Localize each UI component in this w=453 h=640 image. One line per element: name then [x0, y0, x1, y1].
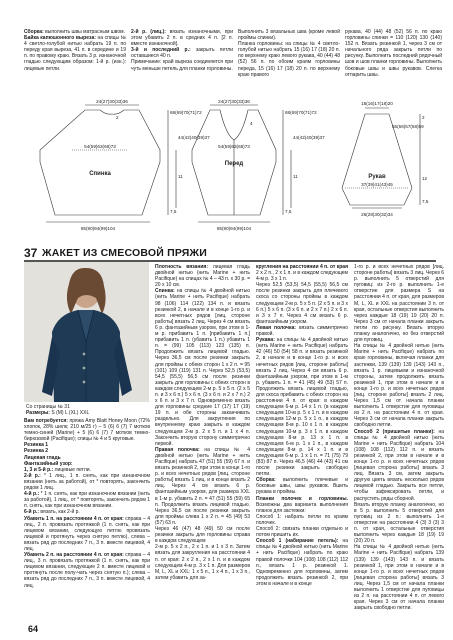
paragraph-text: На спицы № 4 двойной нитью (нить Marine + нить Pacifique) набрать 139 (139) 139 (143) 143 п. и вязать резинкой 1, при этом в начале и в конце 1-го р. и всех нечетных рядов [лицевая сторона работы] вязать 3 лиц. Через 1,5 см от начала планки выполнить 1 отверстие для пуговицы из 2 п. на расстоянии 4 п. от левого края. Через 3 см от начала планки закрыть свободно петли.	[354, 544, 444, 612]
paragraph	[24, 491, 150, 509]
schematics-diagram	[0, 0, 453, 245]
back-bottom-width-label: 85(90)94(99)104	[80, 226, 116, 231]
paragraph	[256, 514, 348, 526]
paragraph-text: на спицы № 4 двойной нитью (нить Marine + нить Pacifique) набрать по краю правой полочки 104 (108) 108 (112) 112 п., вязать 1 р. резинкой 1. Одновременно для горловины, затем продолжить вязать резинкой 2, при этом в начале и в конце	[256, 538, 348, 587]
paragraph-text: Через 46 (47) 48 (49) 50 см после резинки закрыть для горловины справа в каждом следующем	[155, 526, 250, 545]
paragraph-text: рукава, 40 (44) 48 (52) 56 п. по краю горловины спинки = 110 (120) 130 (140) 152 п. Вязать резинкой 1, через 3 см от начального ряда закрыть петли по рисунку. Выполнить последний рядочный шов и шов планки горловины. Выполнить боковые швы и швы рукавов. Слегка отпарить швы.	[345, 29, 442, 78]
paragraph-heading: Фантазийный узор:	[24, 460, 73, 467]
paragraph-text: * 1 п. снять, как при изнаночном вязании (нить за работой), 1 лиц., от * повторять, закончить рядом 1 п. снять, как при изнаночном вязании.	[24, 491, 150, 510]
photo-illustration	[24, 262, 149, 402]
paragraph-heading: Правая полочка:	[155, 446, 200, 453]
paragraph-heading: Планки полочек и горловины.	[256, 495, 348, 502]
front-side-total-label: 68(69)70(71)72	[285, 110, 317, 115]
back-side-waist-label: 11	[178, 174, 183, 179]
paragraph-heading: 1, 3 и 5-й р.:	[24, 466, 54, 473]
paragraph	[155, 526, 250, 544]
paragraph	[256, 538, 348, 587]
body-text-column-2	[155, 264, 250, 640]
paragraph-text: выполнить швы матрасным швом.	[43, 29, 125, 35]
model-photo	[24, 262, 149, 402]
paragraph-heading: Рукава:	[256, 337, 275, 344]
paragraph-text: вязать симметрично правой.	[256, 324, 348, 338]
paragraph-text: Возможны два варианта выполнения планок для застежки:	[256, 501, 348, 514]
section-header	[24, 246, 436, 262]
paragraph	[155, 288, 250, 446]
paragraph-heading: 2-й р. (лиц.):	[131, 29, 166, 35]
paragraph-heading: Сборка:	[256, 477, 276, 484]
paragraph-heading: кругления на расстоянии 4 п. от края	[256, 264, 348, 270]
paragraph	[354, 544, 444, 611]
paragraph-heading: Плотность вязания:	[155, 264, 209, 270]
paragraph-heading: Убавить 2 п. на расстоянии 4 п. от края:	[24, 552, 124, 559]
paragraph	[24, 552, 150, 589]
paragraph-text: вязать изнаночными, при этом убавить 2 п. в средних 4 п. [2 п. вместе изнаночной].	[131, 29, 233, 48]
paragraph-text: закрыть петли оставшиеся 40 п.	[131, 47, 233, 60]
back-label: Спинка	[89, 171, 111, 177]
paragraph	[24, 473, 150, 491]
back-schematic	[40, 105, 176, 222]
paragraph	[354, 502, 444, 545]
paragraph-text: на спицы № 4 двойной нитью (нить Marine + нить Pacifique) набрать 42 (46) 50 (54) 58 п. и вязать резинкой 2, в начале и в конце 1-го р. и всех нечетных рядов [лиц. стороне работы] вязать 2 лиц. Через 4 см вязать 6 р. фантазийным узором, при этом в 1-м р. убавить 1 п. = 41 (45) 49 (53) 57 п. Продолжить вязать лицевой гладью, для скоса прибавить с обеих сторон на расстоянии 4 п. от края: в каждом следующем 6-м р. 14 х 1 п. (в каждом следующем 10-м р. 5 х 1 п. и в каждом следующем 12-м р. 5 х 1 п., в каждом следующем 8-м р. 10 х 1 п. в каждом следующем 10-м р. 3 х 1 п. в каждом следующем 8-м р. 13 х 1 п. в следующем 6-м р. 1 х 1 п., в каждом следующем 8-м р. 14 х 1 п. и в следующем 6-м р. 1 х 1 п. = 71 (75) 79 (83) 87 п. Через 46,5 (46) 44 (43) 41 см после резинки закрыть свободно петли.	[256, 337, 348, 478]
paragraph-text: * 1 лиц., 1 п. снять, как при изнаночном вязании (нить за работой), от * повторять, закончить рядом 1 лиц.	[24, 472, 150, 492]
paragraph-heading: Вам потребуется:	[24, 418, 68, 424]
paragraph-text: Через 52,5 (53,5) 54,5 (55,5) 56,5 см после резинки закрыть для плечевого скоса со стороны проймы в каждом следующем 2-м р. 5 х 5 п. (2 х 5 п. и 3 х 6 п.) 5 х 6 п. (3 х 6 п. и 2 х 7 п.) 2 х 6 п. и 3 х 7 п. Через 4 см вязать 6 р. фантазийным узором.	[256, 282, 348, 325]
paragraph	[24, 516, 150, 553]
paragraph-heading: Левая полочка:	[256, 324, 296, 331]
sleeve-top-height-label: 2	[422, 115, 425, 120]
paragraph-text: На спицы № 4 двойной нитью (нить Marine + нить Pacifique) набрать по краю горловины, включая планки для застежки, 139 (139) 139 (143) 143 п., вязать 1 р. лицевыми и изнаночной стороны, затем продолжить вязать резинкой 1, при этом в начале и в конце 1-го р. и всех нечетных рядов [лиц. стороне работы] вязать 2 лиц. Через 1,5 см от начала планки выполнить 1 отверстие для пуговицы из 2 п. на расстоянии 4 п. от края. Через 3 см от начала планки закрыть свободно петли.	[354, 343, 444, 429]
front-hem-height-label: 7,5	[285, 209, 292, 214]
paragraph	[155, 544, 250, 581]
paragraph-heading: Лицевая гладь	[24, 454, 61, 461]
paragraph-text: пряжа Amy Blatt Honey Moon (72% хлопок, 28% шелк; 210 м/25 г) – 5 (6) 6 (7) 7 мотков темно-синей (Marine) + 5 (6) 6 (7) 7 мотков темно-бирюзовой (Pacifique); спицы № 4 и 5 круговые.	[24, 418, 150, 443]
paragraph-heading: Сборка:	[24, 29, 44, 35]
paragraph-heading: Способ 2 (пришитые планки):	[354, 428, 435, 435]
front-label: Перед	[224, 161, 244, 167]
paragraph-heading: 2-й р.:	[24, 472, 41, 479]
paragraph-heading: 4-й р.:	[24, 491, 40, 498]
paragraph-text: выполнить плечевые и боковые швы, швы рукавов. Вшить рукава в проймы.	[256, 477, 348, 496]
paragraph-text: Вязать вторую планку аналогично, но в 5 р. выполнить 5 отверстий для пуговиц из 2 п.: выполнить 1-е отверстие на расстоянии 4 (3) 3 (3) 3 п. от края, остальные отверстия выполнить через каждые 18 (19) 19 (20) 20 п.	[354, 501, 444, 545]
paragraph	[256, 325, 348, 337]
paragraph-text: 1-го р. и всех нечетных рядов [лиц. стороне работы] вязать 3 лиц. Через 6 р. выполнить 5 отверстий для пуговиц: из 2-го р. выполнить 1-е отверстие для размера S на расстоянии 4 п. от края, для размеров M, L, XL и XXL на расстоянии 3 п. от края, остальные отверстия выполнить через каждые 18 (19) 19 (20) 20 п. Через 3 см от начала планки закрыть петли по рисунку. Вязать вторую планку аналогично, но без отверстий для пуговиц.	[354, 264, 444, 344]
paragraph	[256, 264, 348, 282]
back-hem-height-label: 7,5	[170, 209, 177, 214]
sizes-label: Размеры:	[26, 410, 50, 417]
paragraph-heading: Спинка:	[155, 288, 175, 295]
paragraph-heading: Резинка 1	[24, 442, 49, 449]
paragraph	[256, 337, 348, 477]
paragraph-text: справа – 4 лиц., 3 п. провязать протяжкой (1 п. снять, как при лицевом вязании, следующие 2 п. вместе лицевой и протянуть после полу-чать через снятую п.); слева – вязать ряд до последних 7 п., 3 п. вместе лицевой, 4 лиц.	[24, 552, 150, 589]
paragraph-heading: Резинка 2	[24, 448, 49, 455]
paragraph	[155, 447, 250, 526]
photo-caption	[26, 404, 146, 416]
sleeve-schematic	[342, 108, 420, 208]
paragraph-heading: Убавить 1 п. на расстоянии 4 п. от края:	[24, 515, 124, 522]
photo-reference: Со страницы № 31	[26, 404, 70, 410]
paragraph	[155, 264, 250, 288]
paragraph	[24, 418, 150, 442]
paragraph-text: лицевая гладь двойной нитью (нить Marine + нить Pacifique) на спицах № 4 – 43 п. х 30 р. = 20 х 10 см.	[155, 264, 250, 289]
section-number: 37	[24, 246, 38, 260]
sleeve-cuff-height-label: 7,5	[422, 199, 429, 204]
front-mid-width-label: 54(59)63(68)73	[218, 144, 250, 149]
paragraph-text: на спицы № 4 светло-голубой нитью набрать 19 п. по переду края выреза, 41 п. в середине и 19 п. по правому краю. Вязать 3 р. изнаночной гладью следующим образом: 1-й р. (изн.): лицевые петли.	[24, 35, 126, 72]
sleeve-top-width-label: 15(16)17(18)20	[361, 101, 393, 106]
front-side-armhole-label: 44(42)40(39)37	[293, 135, 325, 140]
back-top-width-label: 24(27)30(33)36	[96, 99, 128, 104]
paragraph-text: на спицы № 4 двойной нитью (нить Marine + нить Pacifique) набрать 98 (106) 114 (122) 134 п. и вязать резинкой 2, в начале и в конце 1-го р. и всех нечетных рядов [лиц. стороне работы] вязать 2 лиц. Через 4 см вязать 6 р. фантазийным узором, при этом в 1-м р. прибавить 1 п. [прибавить 1 п.] прибавить 1 п. (убавить 1 п.) убавить 1 п. = (99) 105 (113) 123 (135) п. Продолжить вязать лицевой гладью. Через 36,5 см после резинки закрыть для проймы с обеих сторон 1 х 2 п. = 95 (101) 109 (119) 131 п. Через 52,5 (53,5) 54,5 (55,5) 56,5 см после резинки закрыть для горловины с обеих сторон в каждом следующем 2-м р. 5 х 5 п. (2 х 5 п. и 3 х 6 п.) 5 х 6 п. (3 х 6 п. и 2 х 7 п.) 2 х 6 п. и 3 х 7 п. Одновременно вязать для горловины средние 17 (17) 17 (19) 19 п. и обе стороны заканчивать раздельно. Для закругления по внутреннему краю закрыть в каждом следующем 2-м р. 2 х 5 п. и 1 х 4 п. Закончить вторую сторону симметрично первой.	[155, 288, 250, 447]
section-title: ЖАКЕТ ИЗ СМЕСОВОЙ ПРЯЖИ	[42, 247, 207, 259]
paragraph	[256, 526, 348, 538]
back-mid-width-label: 54(59)63(68)73	[84, 144, 116, 149]
body-text-column-4	[354, 264, 444, 640]
body-text-column-1	[24, 418, 150, 620]
front-bottom-width-label: 85(90)94(99)104	[216, 226, 252, 231]
paragraph-text: 2 х 2 п., 2 х 1 п. и в каждом следующем 4-м р. 3 х 1 п.	[256, 270, 348, 283]
paragraph-text: на спицы № 4 двойной нитью (нить Marine + нить Pacifique) набрать 47 (51) 55 (59) 67 п. и вязать резинкой 2, при этом в конце 1-го р. и всех нечетных рядов [лиц. стороне работы] вязать 1 лиц. и в конце вязать 2 лиц. Через 4 см вязать 6 р. фантазийным узором, для размера XXL в 1-м р. убавить 2 п. = 47 (51) 55 (59) 65 п. Продолжить вязать лицевой гладью. Через 36,5 см после резинки закрыть для проймы слева 1 х 2 п. = 45 (49) 53 (57) 63 п.	[155, 446, 250, 526]
body-text-column-3	[256, 264, 348, 640]
page-number: 64	[28, 624, 39, 634]
front-side-waist-label: 11	[293, 174, 298, 179]
sleeve-bottom-width-label: 26(28)30(32)34	[361, 212, 393, 217]
paragraph-text: лицевые петли.	[53, 466, 91, 473]
paragraph	[256, 282, 348, 325]
back-side-armhole-label: 44(42)40(39)37	[178, 135, 210, 140]
paragraph	[256, 496, 348, 514]
back-side-total-label: 68(69)70(71)72	[170, 110, 202, 115]
paragraph-text: справа – 4 лиц., 2 п. провязать протяжкой (1 п. снять, как при лицевом вязании, следующую петлю провязать лицевой и протянуть через снятую петлю), слева – вязать ряд до последних 7 п., 3 п. вместе лицевой, 4 лиц.	[24, 515, 150, 552]
sizes-value: S (M) L (XL) XXL	[51, 410, 90, 417]
sleeve-top-side-label: 55(56)57(58)59	[392, 124, 424, 129]
paragraph-heading: Байка капюшонного вырезa:	[24, 35, 96, 42]
paragraph-heading: 3-й и последний р.:	[131, 47, 191, 54]
paragraph-heading: Способ 1 (набирание петель):	[256, 538, 339, 545]
back-neck-depth-label: 2	[116, 115, 119, 120]
front-top-width-label: 24(27)30(33)36	[218, 99, 250, 104]
paragraph-text: вязать, как 2-й р.	[39, 509, 80, 516]
paragraph-text: 2-м р. 5 х 2 п., 2 х 1 п. и 1 х 3 п. Затем вязать для закругления на расстоянии 4 п. от края: 2 х 2 п., 2 х 1 п. и в каждом следующем 4-м р. 3 х 1 п. Для размеров M, L, XL и XXL: 1 х 5 п., 1 х 4 п., 1 х 3 п., затем убавить для за-	[155, 544, 250, 581]
paragraph-text: Планка горловины: на спицы № 4 светло-голубой нитью набрать 15 (16) 17 (18) 20 п. по верхнему краю левого рукава, 40 (44) 48 (52) 56 п. по обоим краям горловины переда, 15 (16) 17 (18) 20 п. по верхнему краю правого	[238, 41, 340, 78]
paragraph	[354, 264, 444, 343]
sleeve-mid-height-label: 12	[422, 176, 428, 181]
front-neck-depth-label: 4	[250, 121, 253, 126]
paragraph-heading: 6-й р.:	[24, 509, 40, 516]
sleeve-mid-width-label: 37(39)41(43)45	[361, 182, 393, 187]
paragraph-text: Способ 2: связать планки отдельно и потом пришить их.	[256, 526, 348, 539]
paragraph-text: на спицы № 4 двойной нитью (нить Marine + нить Pacifique) набрать 104 (108) 108 (112) 112 п. и вязать резинкой 2, при этом в начале и в конце 1-го р. и всех нечетных рядов [лицевая сторона работы] вязать 3 лиц. Вязать 3 см, затем закрыть другую цветь вязать несколько рядов лицевой гладью. Закрыть все петли, чтобы зафиксировать петли, и распустить ряды сборной.	[354, 428, 444, 502]
paragraph	[354, 343, 444, 428]
paragraph	[354, 429, 444, 502]
paragraph	[256, 477, 348, 495]
paragraph-text: Примечание: край вырезa соединяется при чуть меньше петель для планки горловины.	[131, 59, 233, 72]
paragraph-text: Выполнить 3 вязальных шва (кроме левой проймы спинки).	[238, 29, 340, 42]
sizes-line	[26, 410, 146, 416]
sleeve-label: Рукав	[368, 174, 386, 180]
paragraph-text: Способ 1: набрать петли по краям полочек.	[256, 513, 348, 526]
